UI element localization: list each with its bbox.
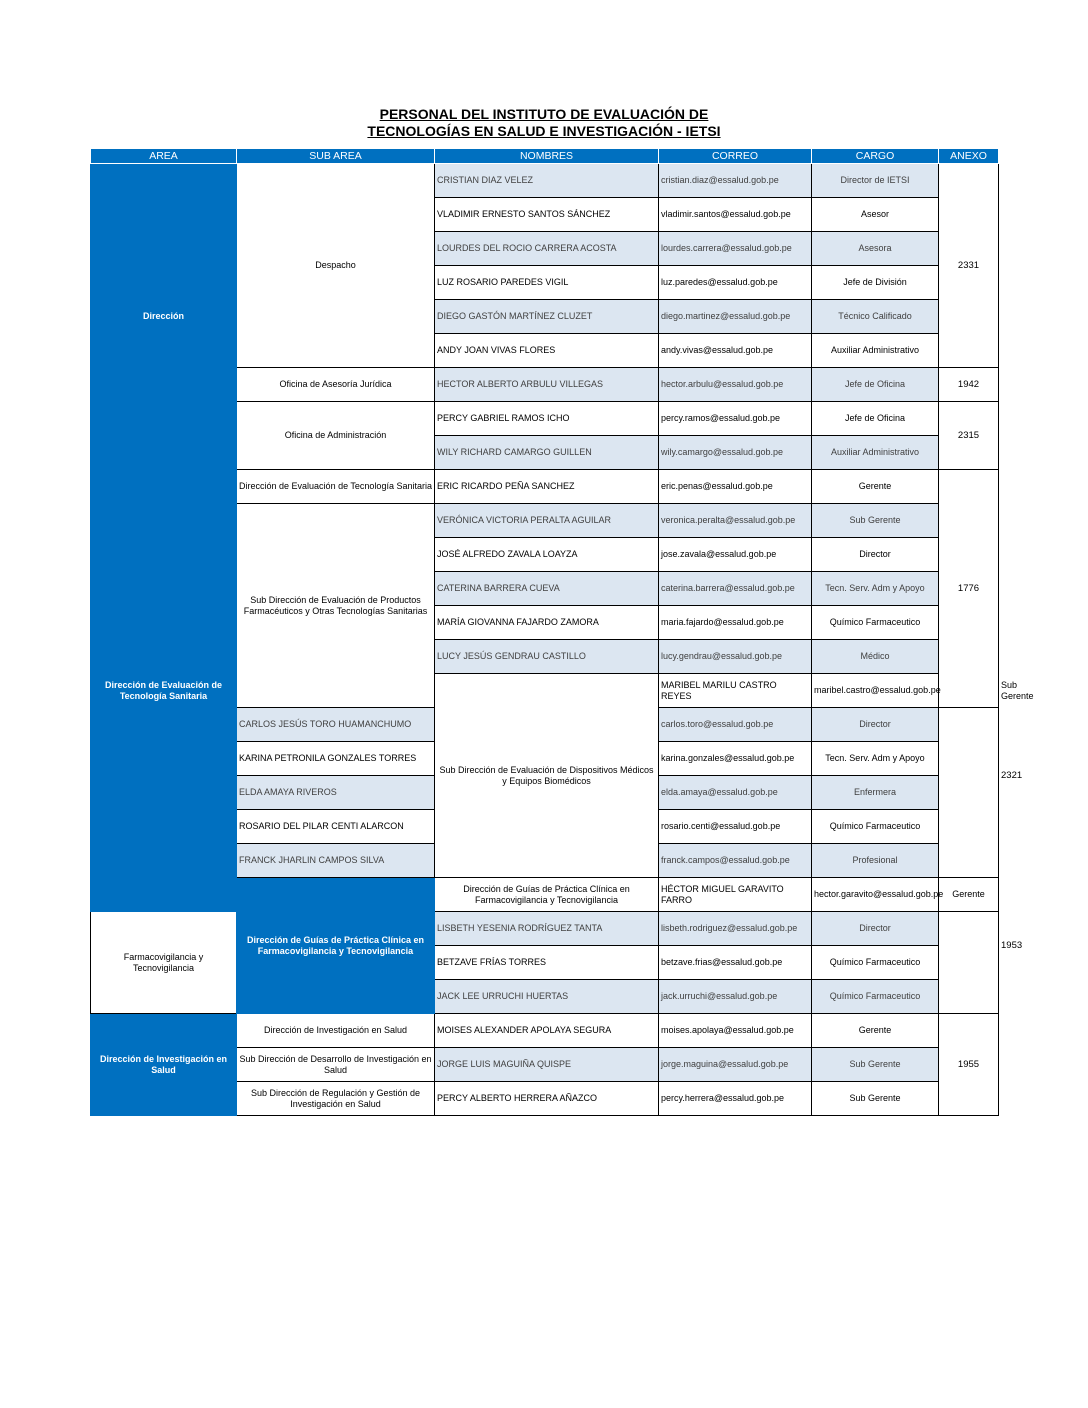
cargo-cell: Jefe de Oficina	[812, 368, 939, 402]
nombre-cell: FRANCK JHARLIN CAMPOS SILVA	[237, 844, 435, 878]
cargo-cell: Sub Gerente	[812, 504, 939, 538]
page-title	[0, 106, 1088, 140]
nombre-cell: LUCY JESÚS GENDRAU CASTILLO	[435, 640, 659, 674]
correo-cell[interactable]: jorge.maguina@essalud.gob.pe	[659, 1048, 812, 1082]
nombre-cell: WILY RICHARD CAMARGO GUILLEN	[435, 436, 659, 470]
nombre-cell: VERÓNICA VICTORIA PERALTA AGUILAR	[435, 504, 659, 538]
anexo-cell: 1942	[939, 368, 999, 402]
cargo-cell: Director de IETSI	[812, 164, 939, 198]
cargo-cell: Enfermera	[812, 776, 939, 810]
nombre-cell: LOURDES DEL ROCIO CARRERA ACOSTA	[435, 232, 659, 266]
cargo-cell: Asesor	[812, 198, 939, 232]
correo-cell[interactable]: percy.herrera@essalud.gob.pe	[659, 1082, 812, 1116]
correo-cell[interactable]: hector.arbulu@essalud.gob.pe	[659, 368, 812, 402]
nombre-cell: DIEGO GASTÓN MARTÍNEZ CLUZET	[435, 300, 659, 334]
sub-area-cell: Dirección de Evaluación de Tecnología Sanitaria	[237, 470, 435, 504]
anexo-cell: 2315	[939, 402, 999, 470]
nombre-cell: HÉCTOR MIGUEL GARAVITO FARRO	[659, 878, 812, 912]
area-cell: Dirección de Evaluación de Tecnología Sanitaria	[91, 470, 237, 912]
cargo-cell: Químico Farmaceutico	[812, 606, 939, 640]
correo-cell[interactable]: franck.campos@essalud.gob.pe	[659, 844, 812, 878]
nombre-cell: MARÍA GIOVANNA FAJARDO ZAMORA	[435, 606, 659, 640]
nombre-cell: MARIBEL MARILU CASTRO REYES	[659, 674, 812, 708]
nombre-cell: LISBETH YESENIA RODRÍGUEZ TANTA	[435, 912, 659, 946]
correo-cell[interactable]: moises.apolaya@essalud.gob.pe	[659, 1014, 812, 1048]
nombre-cell: ANDY JOAN VIVAS FLORES	[435, 334, 659, 368]
header-row	[91, 149, 999, 164]
nombre-cell: ROSARIO DEL PILAR CENTI ALARCON	[237, 810, 435, 844]
correo-cell[interactable]: wily.camargo@essalud.gob.pe	[659, 436, 812, 470]
table-row	[91, 912, 999, 946]
cargo-cell: Gerente	[939, 878, 999, 912]
correo-cell[interactable]: jack.urruchi@essalud.gob.pe	[659, 980, 812, 1014]
cargo-cell: Tecn. Serv. Adm y Apoyo	[812, 572, 939, 606]
header-cargo: CARGO	[812, 149, 939, 164]
sub-area-cell: Farmacovigilancia y Tecnovigilancia	[91, 912, 237, 1014]
cargo-cell: Médico	[812, 640, 939, 674]
nombre-cell: PERCY ALBERTO HERRERA AÑAZCO	[435, 1082, 659, 1116]
table-row	[91, 1014, 999, 1048]
nombre-cell: JORGE LUIS MAGUIÑA QUISPE	[435, 1048, 659, 1082]
sub-area-cell: Sub Dirección de Desarrollo de Investigación en Salud	[237, 1048, 435, 1082]
nombre-cell: PERCY GABRIEL RAMOS ICHO	[435, 402, 659, 436]
cargo-cell: Director	[812, 538, 939, 572]
cargo-cell: Gerente	[812, 1014, 939, 1048]
cargo-cell: Técnico Calificado	[812, 300, 939, 334]
nombre-cell: KARINA PETRONILA GONZALES TORRES	[237, 742, 435, 776]
sub-area-cell: Dirección de Investigación en Salud	[237, 1014, 435, 1048]
sub-area-cell: Sub Dirección de Evaluación de Productos Farmacéuticos y Otras Tecnologías Sanitarias	[237, 504, 435, 708]
nombre-cell: BETZAVE FRÍAS TORRES	[435, 946, 659, 980]
correo-cell[interactable]: veronica.peralta@essalud.gob.pe	[659, 504, 812, 538]
nombre-cell: MOISES ALEXANDER APOLAYA SEGURA	[435, 1014, 659, 1048]
area-cell: Dirección de Guías de Práctica Clínica en Farmacovigilancia y Tecnovigilancia	[237, 878, 435, 1014]
sub-area-cell: Dirección de Guías de Práctica Clínica en Farmacovigilancia y Tecnovigilancia	[435, 878, 659, 912]
correo-cell[interactable]: cristian.diaz@essalud.gob.pe	[659, 164, 812, 198]
sub-area-cell: Sub Dirección de Evaluación de Dispositivos Médicos y Equipos Biomédicos	[435, 674, 659, 878]
cargo-cell: Profesional	[812, 844, 939, 878]
correo-cell[interactable]: vladimir.santos@essalud.gob.pe	[659, 198, 812, 232]
cargo-cell: Químico Farmaceutico	[812, 980, 939, 1014]
correo-cell[interactable]: karina.gonzales@essalud.gob.pe	[659, 742, 812, 776]
correo-cell[interactable]: hector.garavito@essalud.gob.pe	[812, 878, 939, 912]
cargo-cell: Director	[812, 912, 939, 946]
sub-area-cell: Sub Dirección de Regulación y Gestión de Investigación en Salud	[237, 1082, 435, 1116]
cargo-cell: Químico Farmaceutico	[812, 946, 939, 980]
cargo-cell: Auxiliar Administrativo	[812, 436, 939, 470]
anexo-cell: 2331	[939, 164, 999, 368]
sub-area-cell: Oficina de Asesoría Jurídica	[237, 368, 435, 402]
cargo-cell: Director	[812, 708, 939, 742]
nombre-cell: JOSÉ ALFREDO ZAVALA LOAYZA	[435, 538, 659, 572]
cargo-cell: Químico Farmaceutico	[812, 810, 939, 844]
correo-cell[interactable]: percy.ramos@essalud.gob.pe	[659, 402, 812, 436]
title-line-2: TECNOLOGÍAS EN SALUD E INVESTIGACIÓN - IETSI	[367, 123, 721, 139]
header-sub-area: SUB AREA	[237, 149, 435, 164]
sub-area-cell: Despacho	[237, 164, 435, 368]
header-anexo: ANEXO	[939, 149, 999, 164]
header-area: AREA	[91, 149, 237, 164]
nombre-cell: VLADIMIR ERNESTO SANTOS SÁNCHEZ	[435, 198, 659, 232]
nombre-cell: CATERINA BARRERA CUEVA	[435, 572, 659, 606]
cargo-cell: Asesora	[812, 232, 939, 266]
correo-cell[interactable]: rosario.centi@essalud.gob.pe	[659, 810, 812, 844]
nombre-cell: CARLOS JESÚS TORO HUAMANCHUMO	[237, 708, 435, 742]
cargo-cell: Sub Gerente	[812, 1048, 939, 1082]
cargo-cell: Tecn. Serv. Adm y Apoyo	[812, 742, 939, 776]
nombre-cell: HECTOR ALBERTO ARBULU VILLEGAS	[435, 368, 659, 402]
correo-cell[interactable]: andy.vivas@essalud.gob.pe	[659, 334, 812, 368]
correo-cell[interactable]: maria.fajardo@essalud.gob.pe	[659, 606, 812, 640]
nombre-cell: LUZ ROSARIO PAREDES VIGIL	[435, 266, 659, 300]
cargo-cell: Jefe de Oficina	[812, 402, 939, 436]
table-row	[91, 470, 999, 504]
correo-cell[interactable]: lisbeth.rodriguez@essalud.gob.pe	[659, 912, 812, 946]
nombre-cell: ELDA AMAYA RIVEROS	[237, 776, 435, 810]
table-row: Sub Dirección de Evaluación de Dispositivos Médicos y Equipos Biomédicos MARIBEL MARILU CASTRO REYES maribel.castro@essalud.gob.pe Sub Gerente 2321	[91, 674, 999, 708]
anexo-cell: 1955	[939, 1014, 999, 1116]
nombre-cell: JACK LEE URRUCHI HUERTAS	[435, 980, 659, 1014]
correo-cell[interactable]: eric.penas@essalud.gob.pe	[659, 470, 812, 504]
correo-cell[interactable]: lourdes.carrera@essalud.gob.pe	[659, 232, 812, 266]
correo-cell[interactable]: diego.martinez@essalud.gob.pe	[659, 300, 812, 334]
cargo-cell: Auxiliar Administrativo	[812, 334, 939, 368]
area-cell: Dirección de Investigación en Salud	[91, 1014, 237, 1116]
correo-cell[interactable]: lucy.gendrau@essalud.gob.pe	[659, 640, 812, 674]
cargo-cell: Gerente	[812, 470, 939, 504]
correo-cell[interactable]: maribel.castro@essalud.gob.pe	[812, 674, 939, 708]
header-correo: CORREO	[659, 149, 812, 164]
nombre-cell: ERIC RICARDO PEÑA SANCHEZ	[435, 470, 659, 504]
correo-cell[interactable]: carlos.toro@essalud.gob.pe	[659, 708, 812, 742]
correo-cell[interactable]: jose.zavala@essalud.gob.pe	[659, 538, 812, 572]
staff-table	[90, 148, 1034, 1116]
table-row	[91, 164, 999, 198]
nombre-cell: CRISTIAN DIAZ VELEZ	[435, 164, 659, 198]
cargo-cell: Sub Gerente	[812, 1082, 939, 1116]
title-line-1: PERSONAL DEL INSTITUTO DE EVALUACIÓN DE	[379, 106, 709, 122]
table-row: Dirección de Guías de Práctica Clínica en Farmacovigilancia y Tecnovigilancia Dirección de Guías de Práctica Clínica en Farmacovigilancia y Tecnovigilancia HÉCTOR MIGUEL GARAVITO FARRO hector.garavito@essalud.gob.pe Gerente 1953	[91, 878, 999, 912]
cargo-cell: Jefe de División	[812, 266, 939, 300]
header-nombres: NOMBRES	[435, 149, 659, 164]
correo-cell[interactable]: caterina.barrera@essalud.gob.pe	[659, 572, 812, 606]
correo-cell[interactable]: betzave.frias@essalud.gob.pe	[659, 946, 812, 980]
correo-cell[interactable]: elda.amaya@essalud.gob.pe	[659, 776, 812, 810]
area-cell: Dirección	[91, 164, 237, 470]
sub-area-cell: Oficina de Administración	[237, 402, 435, 470]
anexo-cell: 1776	[939, 470, 999, 708]
correo-cell[interactable]: luz.paredes@essalud.gob.pe	[659, 266, 812, 300]
